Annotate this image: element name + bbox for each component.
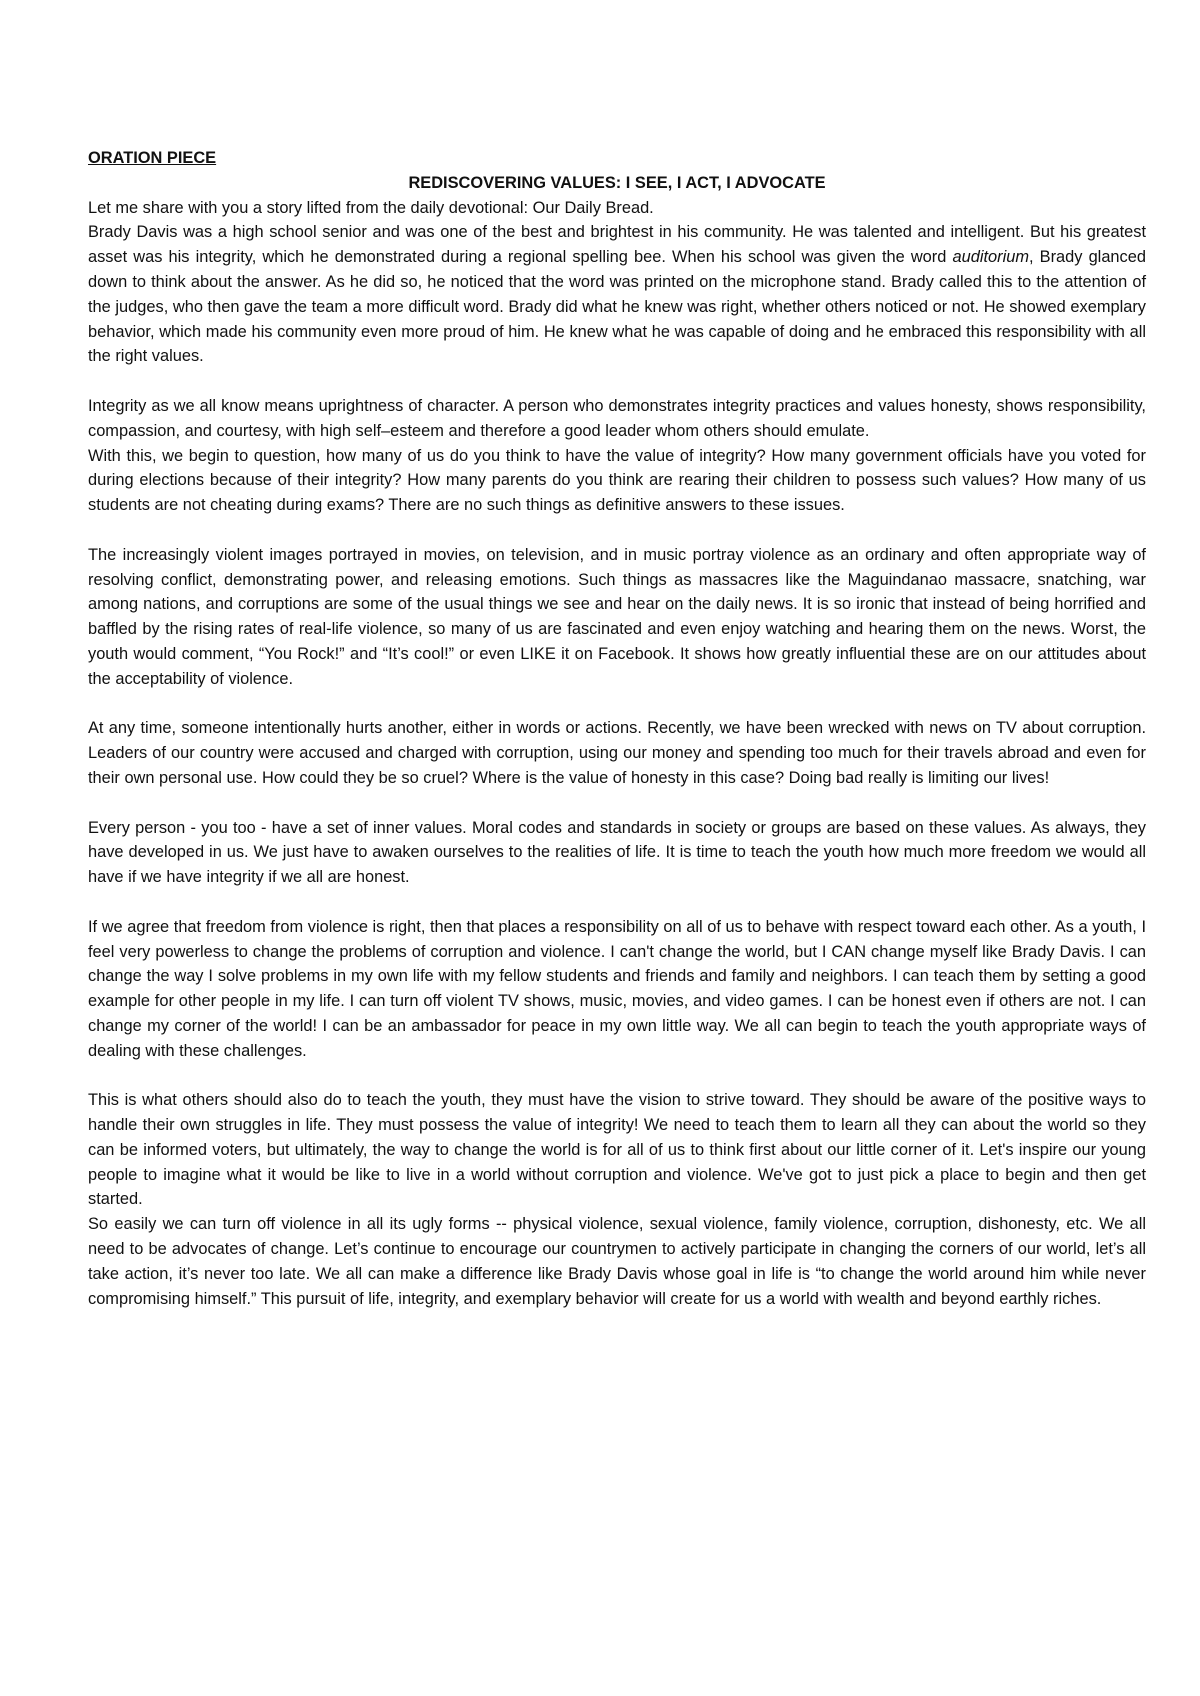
paragraph-gap [88,1063,1146,1088]
paragraph-gap [88,890,1146,915]
paragraph-corruption: At any time, someone intentionally hurts another, either in words or actions. Recently, we have been wrecked with news on TV about corruption. Leaders of our country were accused and charged with corruption, using our money and spending too much for their travels abroad and even for their own personal use. How could they be so cruel? Where is the value of honesty in this case? Doing bad really is limiting our lives! [88,719,1146,787]
paragraph-brady-story [88,220,1146,369]
intro-paragraph: Let me share with you a story lifted from the daily devotional: Our Daily Bread. [88,198,654,217]
paragraph-freedom: If we agree that freedom from violence is right, then that places a responsibility on all of us to behave with respect toward each other. As a youth, I feel very powerless to change the problems of corruption and violence. I can't change the world, but I CAN change myself like Brady Davis. I can change the way I solve problems in my own life with my fellow students and friends and family and neighbors. I can teach them by setting a good example for other people in my life. I can turn off violent TV shows, music, movies, and video games. I can be honest even if others are not. I can change my corner of the world! I can be an ambassador for peace in my own little way. We all can begin to teach the youth appropriate ways of dealing with these challenges. [88,917,1146,1060]
paragraph-text: Brady Davis was a high school senior and was one of the best and brightest in his community. He was talented and intelligent. But his greatest asset was his integrity, which he demonstrated during a regional spelling bee. When his school was given the word [88,223,1146,267]
paragraph-violent-images: The increasingly violent images portrayed in movies, on television, and in music portray violence as an ordinary and often appropriate way of resolving conflict, demonstrating power, and releasing emotions. Such things as massacres like the Maguindanao massacre, snatching, war among nations, and corruptions are some of the usual things we see and hear on the daily news. It is so ironic that instead of being horrified and baffled by the rising rates of real-life violence, so many of us are fascinated and even enjoy watching and hearing them on the news. Worst, the youth would comment, “You Rock!” and “It’s cool!” or even LIKE it on Facebook. It shows how greatly influential these are on our attitudes about the acceptability of violence. [88,545,1146,688]
document-title: REDISCOVERING VALUES: I SEE, I ACT, I ADVOCATE [408,173,826,192]
paragraph-gap [88,369,1146,394]
paragraph-gap [88,692,1146,717]
paragraph-integrity: Integrity as we all know means uprightness of character. A person who demonstrates integrity practices and values honesty, shows responsibility, compassion, and courtesy, with high self–esteem and therefore a good leader whom others should emulate. [88,396,1146,440]
paragraph-gap [88,791,1146,816]
paragraph-text: , Brady glanced down to think about the answer. As he did so, he noticed that the word was printed on the microphone stand. Brady called this to the attention of the judges, who then gave the team a more difficult word. Brady did what he knew was right, whether others noticed or not. He showed exemplary behavior, which made his community even more proud of him. He knew what he was capable of doing and he embraced this responsibility with all the right values. [88,248,1146,366]
paragraph-inner-values: Every person - you too - have a set of inner values. Moral codes and standards in society or groups are based on these values. As always, they have developed in us. We just have to awaken ourselves to the realities of life. It is time to teach the youth how much more freedom we would all have if we have integrity if we all are honest. [88,818,1146,887]
paragraph-gap [88,518,1146,543]
paragraph-teach-youth: This is what others should also do to teach the youth, they must have the vision to strive toward. They should be aware of the positive ways to handle their own struggles in life. They must possess the value of integrity! We need to teach them to learn all they can about the world so they can be informed voters, but ultimately, the way to change the world is for all of us to think first about our little corner of it. Let's inspire our young people to imagine what it would be like to live in a world without corruption and violence. We've got to just pick a place to begin and then get started. [88,1091,1146,1209]
paragraph-questions: With this, we begin to question, how many of us do you think to have the value of integrity? How many government officials have you voted for during elections because of their integrity? How many parents do you think are rearing their children to possess such values? How many of us students are not cheating during exams? There are no such things as definitive answers to these issues. [88,446,1146,515]
paragraph-conclusion: So easily we can turn off violence in all its ugly forms -- physical violence, sexual violence, family violence, corruption, dishonesty, etc. We all need to be advocates of change. Let’s continue to encourage our countrymen to actively participate in changing the corners of our world, let’s all take action, it’s never too late. We all can make a difference like Brady Davis whose goal in life is “to change the world around him while never compromising himself.” This pursuit of life, integrity, and exemplary behavior will create for us a world with wealth and beyond earthly riches. [88,1215,1146,1308]
document-page [88,146,1146,1311]
italic-word: auditorium [952,248,1029,267]
document-label: ORATION PIECE [88,149,217,167]
